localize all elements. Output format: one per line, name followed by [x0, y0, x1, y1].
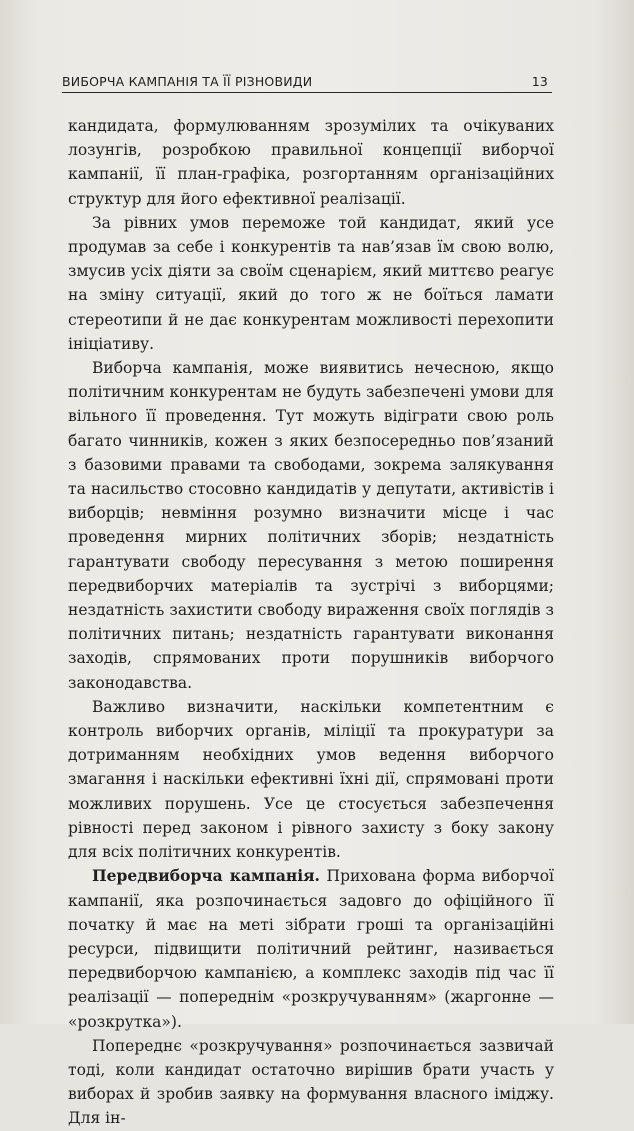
body-text [68, 114, 554, 1131]
paragraph-3: Виборча кампанія, може виявитись нечесною, якщо політичним конкурентам не будуть забезпечені умови для вільного її проведення. Тут можуть відіграти свою роль багато чинників, кожен з яких безпосередньо пов’язаний з базовими правами та свободами, зокрема залякування та насильство стосовно кандидатів у депутати, активістів і виборців; невміння розумно визначити місце і час проведення мирних політичних зборів; нездатність гарантувати свободу пересування з метою поширення передвиборчих матеріалів та зустрічі з виборцями; нездатність захистити свободу вираження своїх поглядів з політичних питань; нездатність гарантувати виконання заходів, спрямованих проти порушників виборчого законодавства. [68, 359, 554, 692]
paragraph-1: кандидата, формулюванням зрозумілих та очікуваних лозунгів, розробкою правильної концепції виборчої кампанії, її план-графіка, розгортанням організаційних структур для його ефективної реалізації. [68, 117, 554, 208]
chapter-title: ВИБОРЧА КАМПАНІЯ ТА ЇЇ РІЗНОВИДИ [62, 74, 313, 89]
paragraph-6: Попереднє «розкручування» розпочинається зазвичай тоді, коли кандидат остаточно вирішив брати участь у виборах й зробив заявку на формування власного іміджу. Для ін- [68, 1036, 554, 1128]
paragraph-4: Важливо визначити, наскільки компетентним є контроль виборчих органів, міліції та прокуратури за дотриманням необхідних умов ведення виборчого змагання і наскільки ефективні їхні дії, спрямовані проти можливих порушень. Усе це стосується забезпечення рівності перед законом і рівного захисту з боку закону для всіх політичних конкурентів. [68, 697, 554, 862]
term-definition: Прихована форма виборчої кампанії, яка розпочинається задовго до офіційного її початку й має на меті зібрати гроші та організаційні ресурси, підвищити політичний рейтинг, називається передвиборчою кампанією, а комплекс заходів під час її реалізації — попереднім «розкручуванням» (жаргонне — «розкрутка»). [68, 867, 555, 1031]
paragraph-5 [68, 864, 554, 1033]
page-number: 13 [531, 74, 548, 89]
paragraph-2: За рівних умов переможе той кандидат, який усе продумав за себе і конкурентів та нав’язав їм свою волю, змусив усіх діяти за своїм сценарієм, який миттєво реагує на зміну ситуації, який до того ж не боїться ламати стереотипи й не дає конкурентам можливості перехопити ініціативу. [68, 213, 554, 353]
running-header [62, 72, 552, 93]
term-heading: Передвиборча кампанія. [92, 866, 320, 886]
